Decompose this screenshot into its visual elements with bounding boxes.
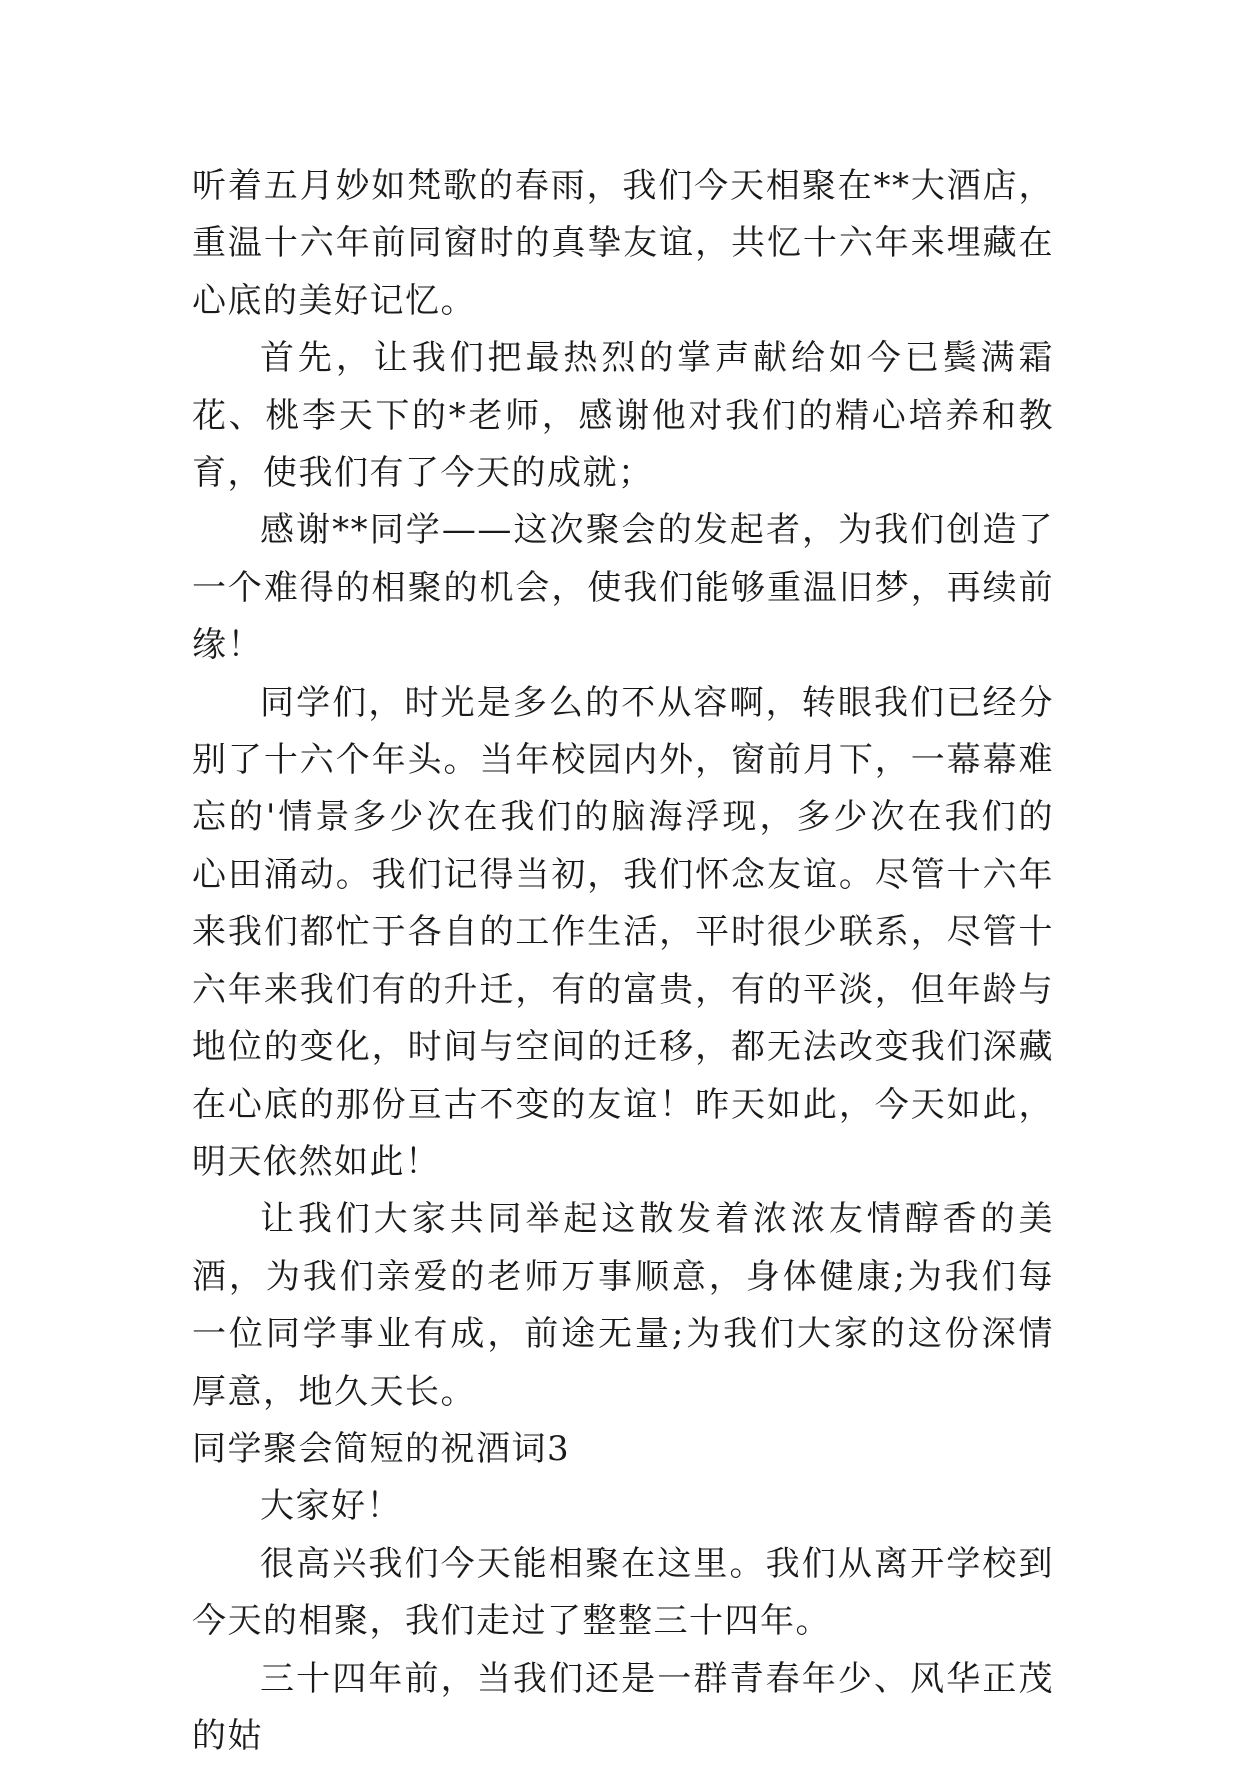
paragraph-applause-teacher: 首先，让我们把最热烈的掌声献给如今已鬓满霜花、桃李天下的*老师，感谢他对我们的精心培养和教育，使我们有了今天的成就；: [192, 338, 1054, 494]
paragraph-thirty-four-years: 三十四年前，当我们还是一群青春年少、风华正茂的姑: [192, 1658, 1054, 1756]
section-heading: 同学聚会简短的祝酒词3: [192, 1428, 571, 1469]
paragraph-reunion: 很高兴我们今天能相聚在这里。我们从离开学校到今天的相聚，我们走过了整整三十四年。: [192, 1543, 1054, 1642]
paragraph-thanks-organizer: 感谢**同学——这次聚会的发起者，为我们创造了一个难得的相聚的机会，使我们能够重温旧梦，再续前缘！: [192, 510, 1054, 666]
greeting: 大家好！: [260, 1486, 402, 1527]
paragraph-opening: 听着五月妙如梵歌的春雨，我们今天相聚在**大酒店，重温十六年前同窗时的真挚友谊，共忆十六年来埋藏在心底的美好记忆。: [192, 166, 1054, 321]
paragraph-memories: 同学们，时光是多么的不从容啊，转眼我们已经分别了十六个年头。当年校园内外，窗前月下，一幕幕难忘的'情景多少次在我们的脑海浮现，多少次在我们的心田涌动。我们记得当初，我们怀念友谊。尽管十六年来我们都忙于各自的工作生活，平时很少联系，尽管十六年来我们有的升迁，有的富贵，有的平淡，但年龄与地位的变化，时间与空间的迁移，都无法改变我们深藏在心底的那份亘古不变的友谊！昨天如此，今天如此，明天依然如此！: [192, 682, 1054, 1182]
paragraph-toast: 让我们大家共同举起这散发着浓浓友情醇香的美酒，为我们亲爱的老师万事顺意，身体健康;为我们每一位同学事业有成，前途无量;为我们大家的这份深情厚意，地久天长。: [192, 1199, 1054, 1412]
document-body: [192, 158, 1054, 1765]
